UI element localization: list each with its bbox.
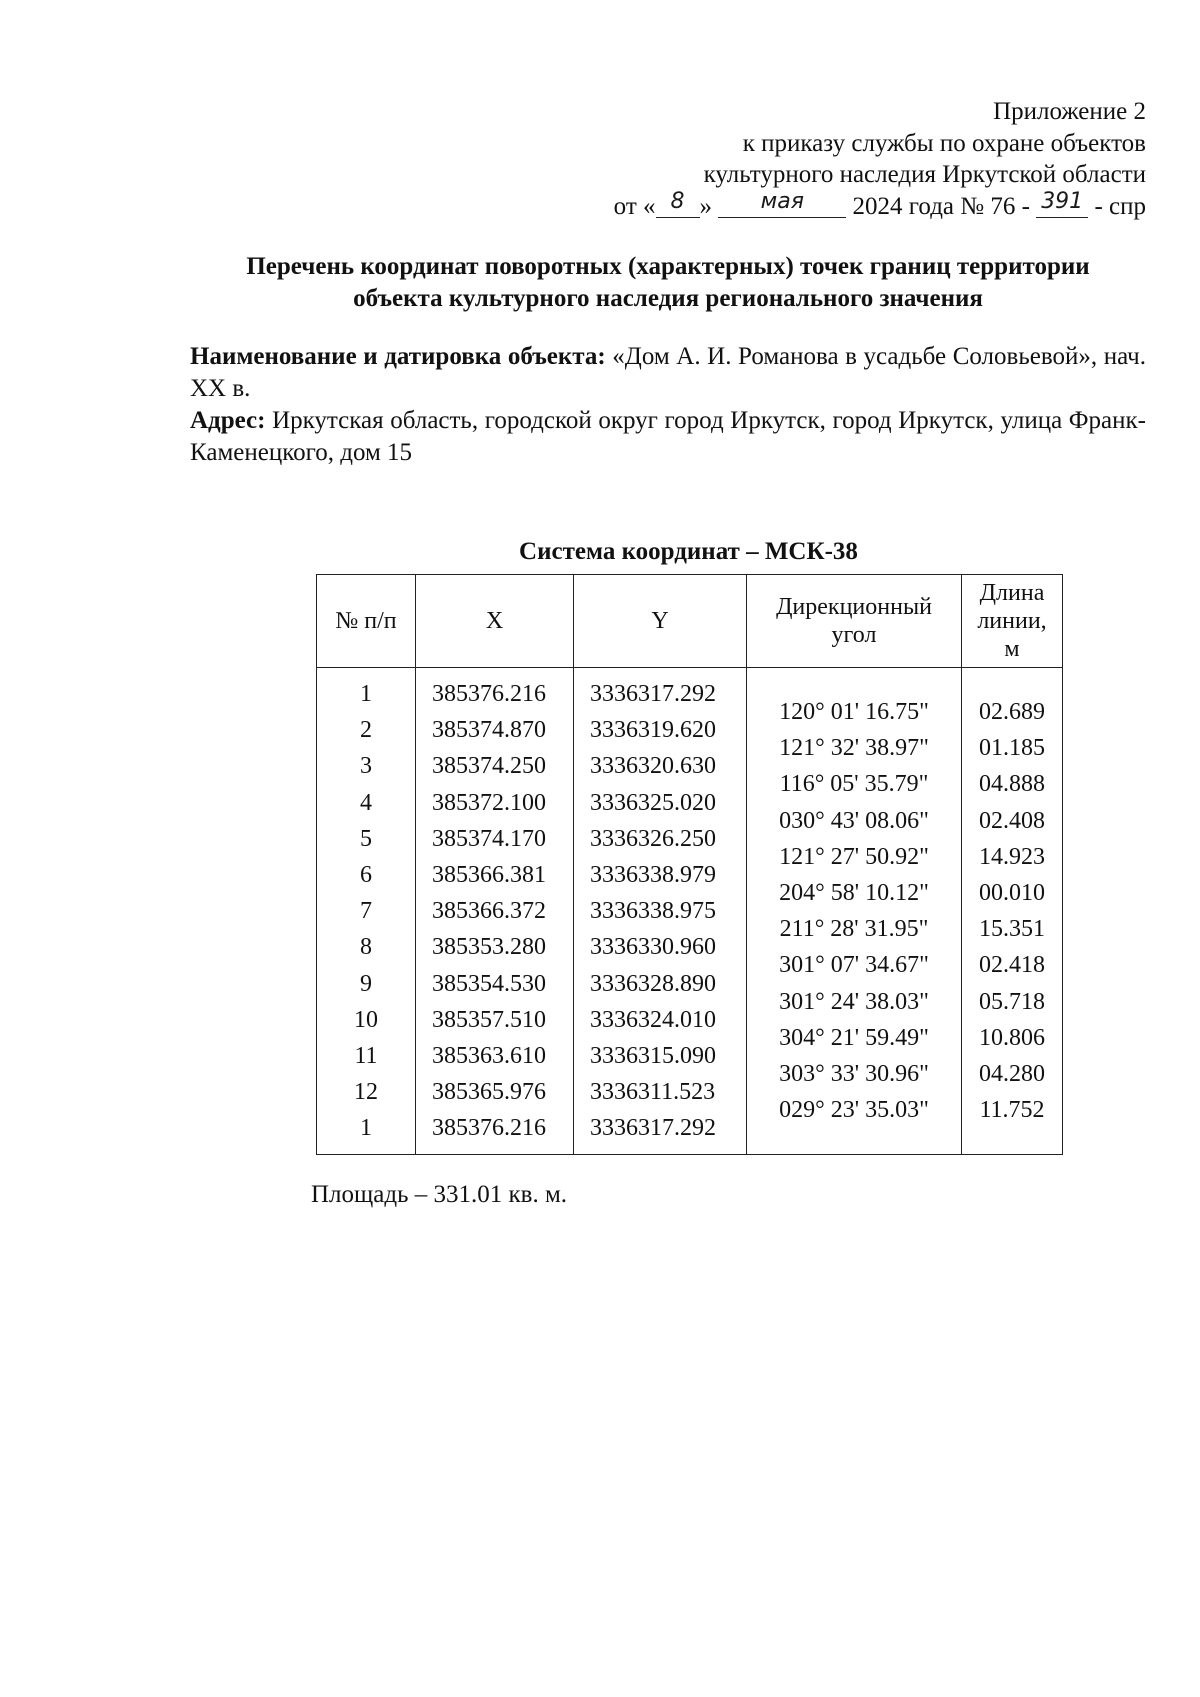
object-info xyxy=(190,341,1146,469)
angle-cell: 301° 07' 34.67" xyxy=(779,952,929,979)
length-cell: 14.923 xyxy=(979,843,1045,870)
header-length-line-2: линии, xyxy=(977,608,1047,634)
x-value-cell: 385374.170 xyxy=(432,825,546,852)
x-value-cell: 385353.280 xyxy=(432,934,546,961)
header-angle-line-2: угол xyxy=(831,622,877,648)
angle-cell: 304° 21' 59.49" xyxy=(779,1024,929,1051)
object-name-value: «Дом А. И. Романова в усадьбе Соловьевой», нач. XX в. xyxy=(190,343,1146,402)
y-value-cell: 3336317.292 xyxy=(590,1115,716,1142)
point-number-cell: 10 xyxy=(354,1006,378,1033)
object-address-value: Иркутская область, городской округ город Иркутск, город Иркутск, улица Франк-Каменецкого, дом 15 xyxy=(190,407,1147,466)
length-column xyxy=(962,668,1063,1155)
point-number-list xyxy=(317,676,415,1146)
date-year-text: 2024 года № 76 - xyxy=(852,192,1030,220)
x-value-cell: 385366.381 xyxy=(432,861,546,888)
order-number-field xyxy=(1036,188,1088,218)
date-mid: » xyxy=(699,192,713,220)
y-value-list xyxy=(574,676,746,1146)
length-list xyxy=(962,676,1062,1128)
point-number-cell: 3 xyxy=(360,753,372,780)
point-number-cell: 8 xyxy=(360,934,372,961)
y-value-cell: 3336325.020 xyxy=(590,789,716,816)
point-number-cell: 6 xyxy=(360,861,372,888)
date-month-field xyxy=(718,188,846,218)
y-value-cell: 3336311.523 xyxy=(590,1079,716,1106)
point-number-cell: 9 xyxy=(360,970,372,997)
length-cell: 02.689 xyxy=(979,699,1045,725)
table-body-row xyxy=(317,668,1063,1155)
date-month-handwritten: мая xyxy=(760,188,804,214)
y-value-cell: 3336319.620 xyxy=(590,717,716,744)
y-value-cell: 3336317.292 xyxy=(590,681,716,707)
coordinate-system-caption: Система координат – МСК-38 xyxy=(519,538,858,565)
length-cell: 04.888 xyxy=(979,771,1045,798)
y-value-cell: 3336324.010 xyxy=(590,1006,716,1033)
title-line-1: Перечень координат поворотных (характерных) точек границ территории xyxy=(246,253,1090,280)
x-value-cell: 385374.870 xyxy=(432,717,546,744)
angle-list xyxy=(747,676,961,1128)
title-line-2: объекта культурного наследия регионального значения xyxy=(353,285,983,312)
length-cell: 02.418 xyxy=(979,952,1045,979)
header-angle-line-1: Дирекционный xyxy=(776,594,932,620)
y-column xyxy=(574,668,747,1155)
x-column xyxy=(416,668,574,1155)
date-day-field xyxy=(656,188,700,218)
y-value-cell: 3336338.979 xyxy=(590,861,716,888)
header-angle xyxy=(747,575,962,668)
date-prefix: от « xyxy=(613,192,656,220)
document-title xyxy=(190,251,1146,315)
point-number-cell: 11 xyxy=(354,1042,378,1069)
angle-cell: 121° 27' 50.92" xyxy=(779,843,929,870)
header-x: X xyxy=(416,575,574,668)
angle-cell: 204° 58' 10.12" xyxy=(779,879,929,906)
x-value-cell: 385366.372 xyxy=(432,898,546,925)
header-num: № п/п xyxy=(317,575,416,668)
point-number-cell: 4 xyxy=(360,789,372,816)
y-value-cell: 3336330.960 xyxy=(590,934,716,961)
object-address-label: Адрес: xyxy=(190,407,266,434)
x-value-cell: 385374.250 xyxy=(432,753,546,780)
x-value-cell: 385363.610 xyxy=(432,1042,546,1069)
point-number-cell: 1 xyxy=(360,681,372,707)
point-number-cell: 12 xyxy=(354,1079,378,1106)
angle-cell: 029° 23' 35.03" xyxy=(779,1097,929,1124)
angle-column xyxy=(747,668,962,1155)
area-text: Площадь – 331.01 кв. м. xyxy=(311,1181,568,1208)
length-cell: 01.185 xyxy=(979,735,1045,762)
length-cell: 11.752 xyxy=(979,1097,1045,1124)
point-number-cell: 2 xyxy=(360,717,372,744)
x-value-cell: 385357.510 xyxy=(432,1006,546,1033)
object-name-paragraph xyxy=(190,341,1146,405)
appendix-line-2: к приказу службы по охране объектов xyxy=(742,129,1146,157)
object-address-paragraph xyxy=(190,405,1146,469)
x-value-list xyxy=(416,676,573,1146)
x-value-cell: 385365.976 xyxy=(432,1079,546,1106)
angle-cell: 120° 01' 16.75" xyxy=(779,699,929,725)
table-header-row xyxy=(317,575,1063,668)
appendix-line-1: Приложение 2 xyxy=(993,98,1146,125)
header-length-line-3: м xyxy=(1004,636,1020,662)
y-value-cell: 3336328.890 xyxy=(590,970,716,997)
date-day-handwritten: 8 xyxy=(670,188,685,214)
length-cell: 10.806 xyxy=(979,1024,1045,1051)
y-value-cell: 3336338.975 xyxy=(590,898,716,925)
coordinates-table xyxy=(316,574,1063,1155)
length-cell: 00.010 xyxy=(979,879,1045,906)
appendix-header xyxy=(614,96,1146,222)
angle-cell: 116° 05' 35.79" xyxy=(779,771,929,798)
header-y: Y xyxy=(574,575,747,668)
num-column xyxy=(317,668,416,1155)
y-value-cell: 3336320.630 xyxy=(590,753,716,780)
angle-cell: 211° 28' 31.95" xyxy=(779,916,929,943)
appendix-line-3: культурного наследия Иркутской области xyxy=(703,161,1146,188)
angle-cell: 121° 32' 38.97" xyxy=(779,735,929,762)
y-value-cell: 3336315.090 xyxy=(590,1042,716,1069)
header-length-line-1: Длина xyxy=(979,580,1045,606)
order-date-line xyxy=(613,188,1146,223)
x-value-cell: 385354.530 xyxy=(432,970,546,997)
point-number-cell: 1 xyxy=(360,1115,372,1142)
point-number-cell: 7 xyxy=(360,898,372,925)
order-number-handwritten: 391 xyxy=(1041,188,1084,214)
header-length xyxy=(962,575,1063,668)
x-value-cell: 385376.216 xyxy=(432,1115,546,1142)
length-cell: 02.408 xyxy=(979,807,1045,834)
object-name-label: Наименование и датировка объекта: xyxy=(190,343,606,370)
length-cell: 04.280 xyxy=(979,1060,1045,1087)
length-cell: 15.351 xyxy=(979,916,1045,943)
point-number-cell: 5 xyxy=(360,825,372,852)
x-value-cell: 385372.100 xyxy=(432,789,546,816)
length-cell: 05.718 xyxy=(979,988,1045,1015)
y-value-cell: 3336326.250 xyxy=(590,825,716,852)
angle-cell: 303° 33' 30.96" xyxy=(779,1060,929,1087)
order-suffix: - спр xyxy=(1094,192,1146,220)
angle-cell: 030° 43' 08.06" xyxy=(779,807,929,834)
x-value-cell: 385376.216 xyxy=(432,681,546,707)
angle-cell: 301° 24' 38.03" xyxy=(779,988,929,1015)
